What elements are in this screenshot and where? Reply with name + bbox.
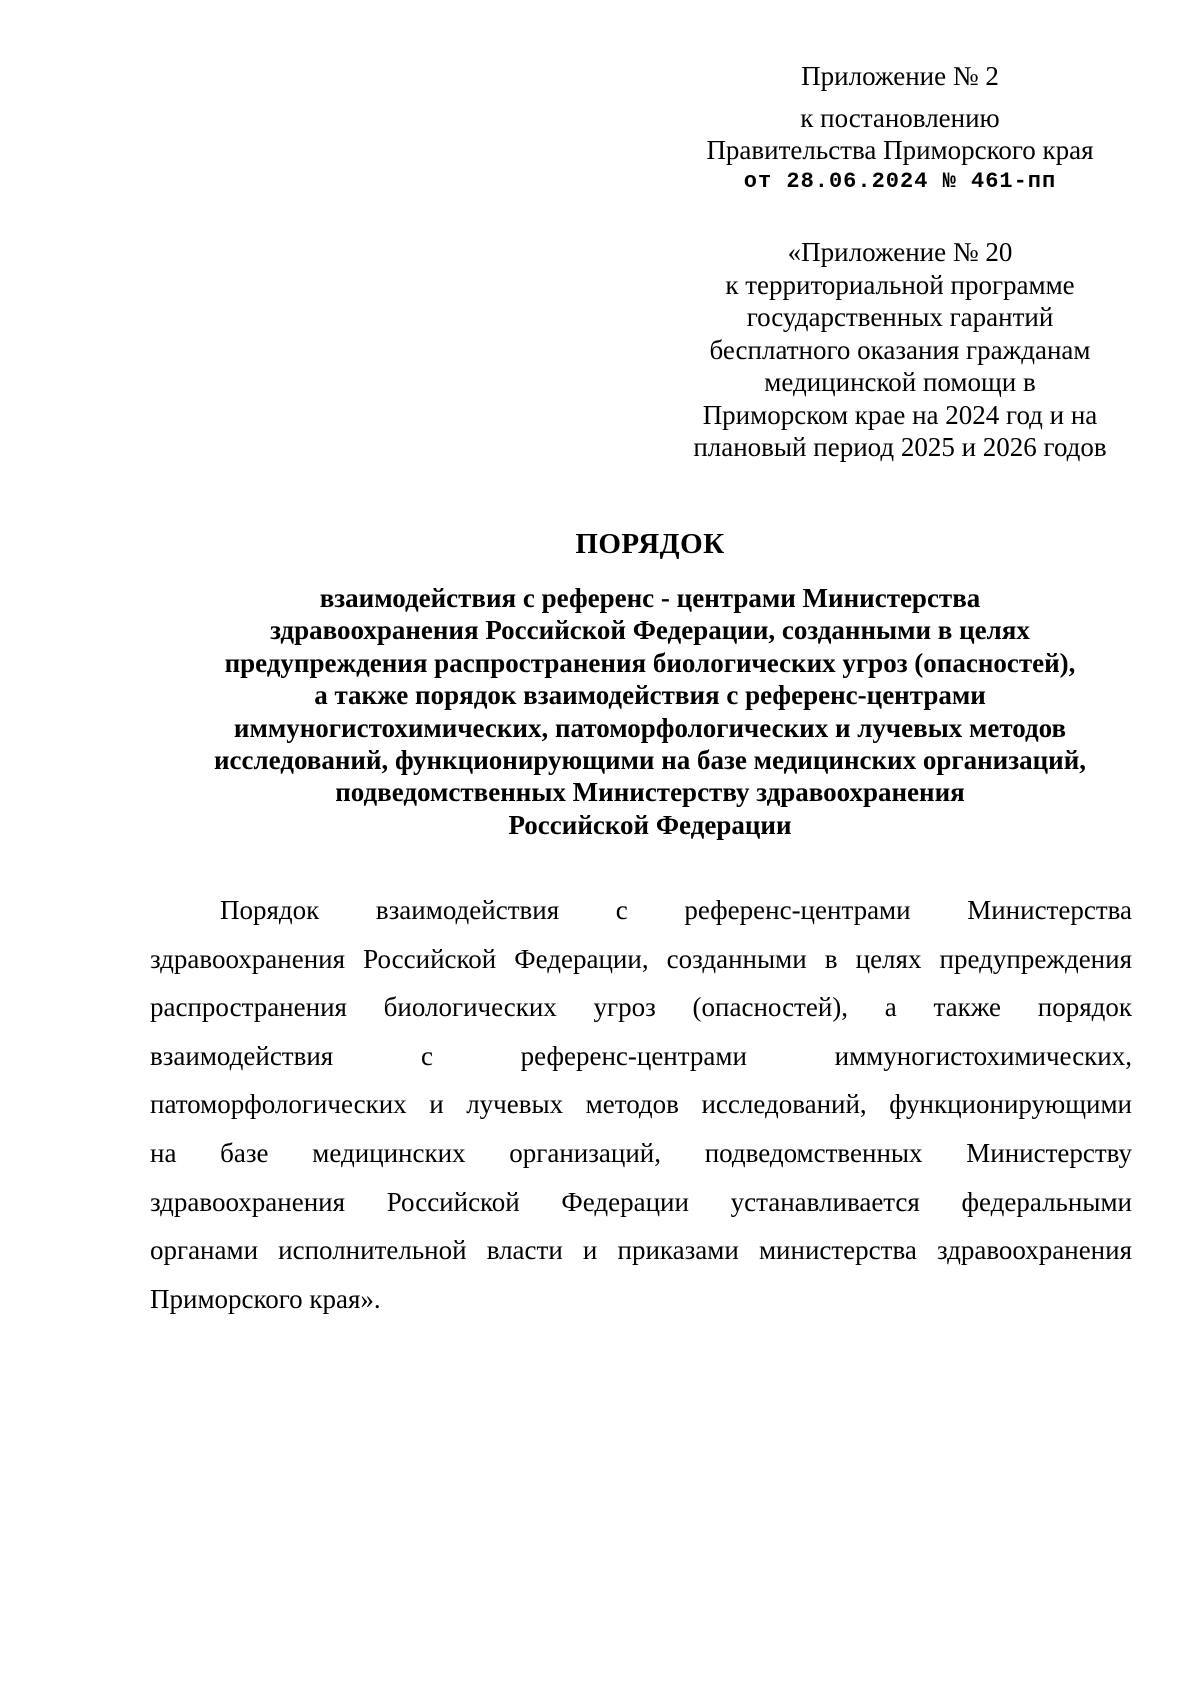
subtitle-line: иммуногистохимических, патоморфологических и лучевых методов [233,712,1067,743]
body-line: Порядок взаимодействия с референс-центрами Министерства [220,895,1132,925]
document-title: ПОРЯДОК [575,528,725,560]
body-line: органами исполнительной власти и приказами министерства здравоохранения [150,1235,1132,1266]
body-line: на базе медицинских организаций, подведомственных Министерству [150,1137,1132,1168]
subtitle-line: а также порядок взаимодействия с референс-центрами [314,680,986,711]
program-appendix-line: медицинской помощи в [764,367,1036,397]
body-line: патоморфологических и лучевых методов исследований, функционирующими [150,1089,1132,1120]
program-appendix-line: Приморском крае на 2024 год и на [702,399,1098,430]
subtitle-line: здравоохранения Российской Федерации, созданными в целях [270,615,1030,646]
body-line: взаимодействия с референс-центрами иммуногистохимических, [150,1040,1132,1071]
appendix-number: Приложение № 2 [801,61,999,91]
body-line: здравоохранения Российской Федерации, созданными в целях предупреждения [150,943,1132,974]
document-subtitle [150,582,1150,841]
body-line: распространения биологических угроз (опасностей), а также порядок [150,992,1132,1023]
subtitle-line: предупреждения распространения биологических угроз (опасностей), [224,647,1076,678]
government-line: Правительства Приморского края [706,135,1094,165]
subtitle-line: подведомственных Министерству здравоохранения [335,777,965,808]
program-appendix-line: государственных гарантий [746,302,1054,332]
subtitle-line: взаимодействия с референс - центрами Министерства [319,583,981,613]
appendix-header [700,60,1100,198]
body-line: здравоохранения Российской Федерации устанавливается федеральными [150,1186,1132,1217]
body-paragraph [150,886,1132,1323]
program-appendix-line: к территориальной программе [725,269,1075,300]
subtitle-line: исследований, функционирующими на базе медицинских организаций, [213,745,1087,776]
decree-date-number-stamp: от 28.06.2024 № 461-пп [743,169,1057,194]
program-appendix-line: бесплатного оказания гражданам [709,334,1091,365]
program-appendix-reference [660,236,1140,464]
body-line: Приморского края». [150,1283,381,1314]
to-decree-line: к постановлению [800,103,1000,133]
program-appendix-line: «Приложение № 20 [787,237,1013,267]
program-appendix-line: плановый период 2025 и 2026 годов [693,432,1107,462]
subtitle-line: Российской Федерации [508,809,792,840]
